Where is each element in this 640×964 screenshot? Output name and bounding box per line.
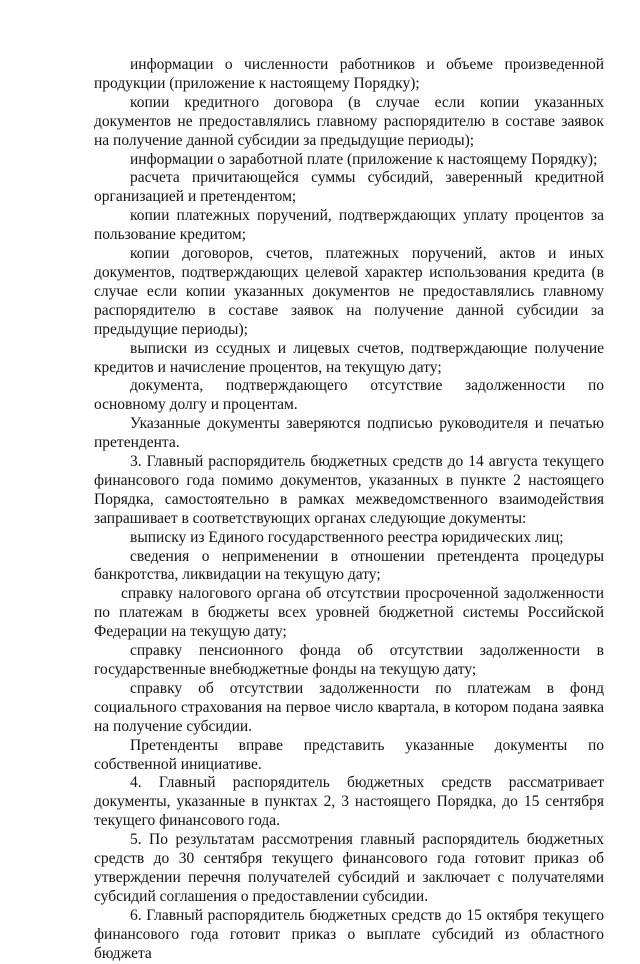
section-paragraph: 6. Главный распорядитель бюджетных средств до 15 октября текущего финансового года готовит приказ о выплате субсидий из областного бюджета xyxy=(94,906,604,962)
paragraph: сведения о неприменении в отношении претендента процедуры банкротства, ликвидации на текущую дату; xyxy=(94,547,604,584)
paragraph: копии кредитного договора (в случае если копии указанных документов не предоставлялись главному распорядителю в составе заявок на получение данной субсидии за предыдущие периоды); xyxy=(94,93,604,149)
section-paragraph: 4. Главный распорядитель бюджетных средств рассматривает документы, указанные в пунктах 2, 3 настоящего Порядка, до 15 сентября текущего финансового года. xyxy=(94,774,604,830)
paragraph: Претенденты вправе представить указанные документы по собственной инициативе. xyxy=(94,736,604,773)
paragraph: Указанные документы заверяются подписью руководителя и печатью претендента. xyxy=(94,415,604,452)
paragraph: копии платежных поручений, подтверждающих уплату процентов за пользование кредитом; xyxy=(94,207,604,244)
paragraph: справку пенсионного фонда об отсутствии задолженности в государственные внебюджетные фонды на текущую дату; xyxy=(94,642,604,678)
paragraph: выписки из ссудных и лицевых счетов, подтверждающие получение кредитов и начисление процентов, на текущую дату; xyxy=(94,339,604,376)
paragraph: выписку из Единого государственного реестра юридических лиц; xyxy=(130,528,564,546)
paragraph: расчета причитающейся суммы субсидий, заверенный кредитной организацией и претендентом; xyxy=(94,169,604,206)
paragraph: копии договоров, счетов, платежных поручений, актов и иных документов, подтверждающих целевой характер использования кредита (в случае если копии указанных документов не предоставлялись главному распорядителю в составе заявок на получение данной субсидии за предыдущие периоды); xyxy=(94,245,604,338)
section-paragraph: 5. По результатам рассмотрения главный распорядитель бюджетных средств до 30 сентября текущего финансового года готовит приказ об утверждении перечня получателей субсидий и заключает с получателями субсидий соглашения о предоставлении субсидии. xyxy=(94,831,604,905)
paragraph: справку об отсутствии задолженности по платежам в фонд социального страхования на первое число квартала, в котором подана заявка на получение субсидии. xyxy=(94,679,604,735)
paragraph: справку налогового органа об отсутствии просроченной задолженности по платежам в бюджеты всех уровней бюджетной системы Российской Федерации на текущую дату; xyxy=(94,585,604,641)
document-body xyxy=(94,56,604,964)
section-paragraph: 3. Главный распорядитель бюджетных средств до 14 августа текущего финансового года помимо документов, указанных в пункте 2 настоящего Порядка, самостоятельно в рамках межведомственного взаимодействия запрашивает в соответствующих органах следующие документы: xyxy=(94,453,604,527)
paragraph: документа, подтверждающего отсутствие задолженности по основному долгу и процентам. xyxy=(94,377,604,414)
paragraph: информации о заработной плате (приложение к настоящему Порядку); xyxy=(130,150,598,168)
paragraph: информации о численности работников и объеме произведенной продукции (приложение к настоящему Порядку); xyxy=(94,56,604,92)
